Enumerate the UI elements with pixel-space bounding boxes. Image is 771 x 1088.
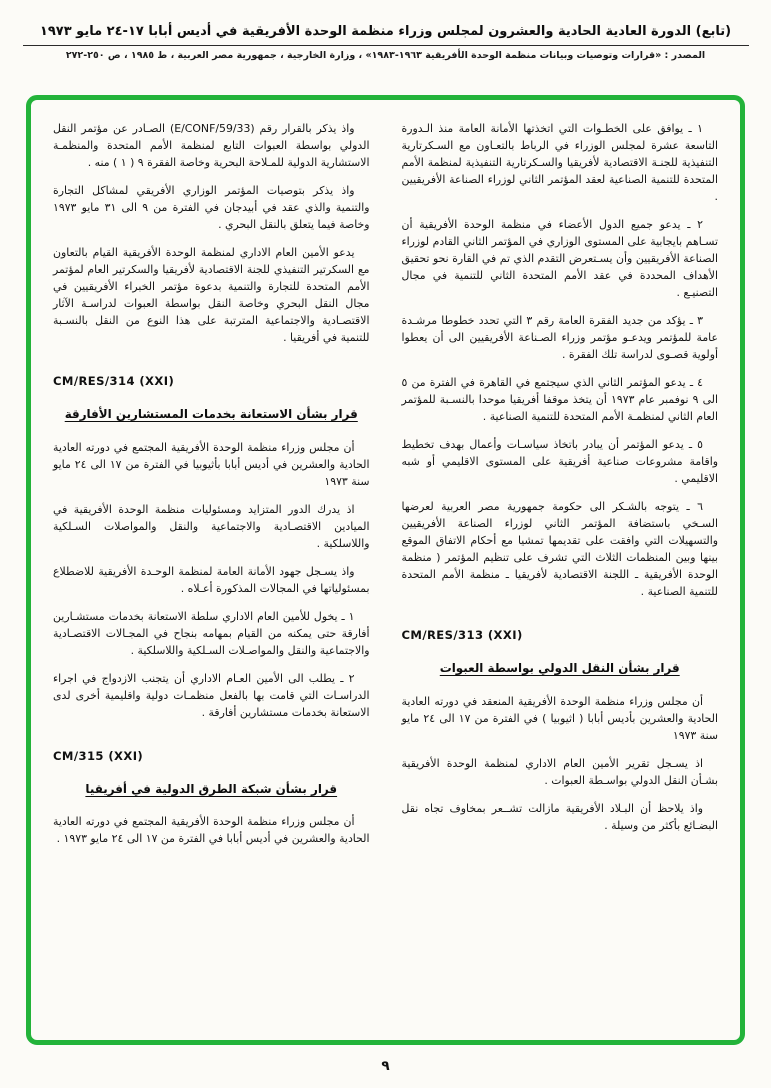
header-title: (تابع) الدورة العادية الحادية والعشرون لمجلس وزراء منظمة الوحدة الأفريقية في أديس أبابا ١٧-٢٤ مايو ١٩٧٣ — [39, 24, 732, 39]
resolution-code: CM/RES/313 (XXI) — [401, 628, 523, 642]
paragraph: ٤ ـ يدعو المؤتمر الثاني الذي سيجتمع في القاهرة في الفترة من ٥ الى ٩ نوفمبر عام ١٩٧٣ أن يتخذ موقفا أفريقيا موحدا بالنسـبة للمؤتمر العام الثاني لمنظمـة الأمم المتحدة للتنمية الصناعية . — [401, 376, 719, 423]
paragraph: ٥ ـ يدعو المؤتمر أن يبادر باتخاذ سياسـات وأعمال بهدف تخطيط واقامة مشروعات صناعية أفريقية على المستوى الاقليمي أو شبه الاقليمي . — [401, 438, 718, 485]
paragraph: ٦ ـ يتوجه بالشـكر الى حكومة جمهورية مصر العربية لعرضها السـخي باستضافة المؤتمر الثاني لوزراء الصناعة الأفريقيين والتسهيلات التي وافقت على تقديمها تمشيا مع أحكام الاتفاق الموقع بينها وبين المنظمات الثلاث التي تشرف على تنظيم المؤتمر ( منظمة الوحدة الأفريقية ـ اللجنة الاقتصادية لأفريقيا ـ منظمة الأمم المتحدة للتنمية الصناعية . — [401, 500, 718, 598]
paragraph: يدعو الأمين العام الاداري لمنظمة الوحدة الأفريقية القيام بالتعاون مع السكرتير التنفيذي للجنة الاقتصادية لأفريقيا والسكرتير العام لمؤتمر الأمم المتحدة للتجارة والتنمية بدعوة مؤتمر الخبراء الأفريقيين في مجال النقل البحري وخاصة النقل بواسطة العبوات لدراسـة الآثار الاقتصـادية والاجتماعية المترتبة على هذا النوع من النقل بالنسـبة للتنمية في أفريقيا . — [53, 246, 370, 344]
paragraph: اذ يسـجل تقرير الأمين العام الاداري لمنظمة الوحدة الأفريقية بشـأن النقل الدولي بواسـطة العبوات . — [401, 756, 718, 787]
paragraph: واذ يذكر بالقرار رقم (E/CONF/59/33) الصـادر عن مؤتمر النقل الدولي بواسطة العبوات التابع لمنظمة الأمم المتحدة والمنظمـة الاستشارية الدولية للمـلاحة البحرية وخاصة الفقرة ٩ ( ١ ) منه . — [53, 122, 370, 169]
resolution-title: قرار بشأن شبكة الطرق الدولية في أفريقيا — [85, 781, 338, 796]
paragraph: واذ يذكر بتوصيات المؤتمر الوزاري الأفريقي لمشاكل التجارة والتنمية والذي عقد في أبيدجان في الفترة من ٩ الى ٣١ مايو ١٩٧٣ وخاصة فيما يتعلق بالنقل البحري . — [53, 184, 370, 231]
paragraph: ١ ـ يوافق على الخطـوات التي اتخذتها الأمانة العامة منذ الـدورة التاسعة عشرة لمجلس الوزراء في الرباط بالتعـاون مع السـكرتارية التنفيذية للجنـة الاقتصادية لأفريقيا والسـكرتارية التنفيذية لمنظمة الأمم المتحدة للتنمية الصناعية لعقد المؤتمر الثاني لوزراء الصناعة الأفريقيين . — [401, 122, 718, 203]
page-number: ٩ — [381, 1058, 390, 1074]
resolution-title: قرار بشأن النقل الدولي بواسطة العبوات — [439, 661, 680, 676]
paragraph: أن مجلس وزراء منظمة الوحدة الأفريقية المجتمع في دورته العادية الحادية والعشرين في أديس أبابا في الفترة من ١٧ الى ٢٤ مايو ١٩٧٣ . — [53, 815, 370, 846]
column-left — [53, 120, 370, 1028]
paragraph: ٢ ـ يدعو جميع الدول الأعضاء في منظمة الوحدة الأفريقية أن تسـاهم بايجابية على المستوى الوزاري في المؤتمر الثاني القادم لوزراء الصناعة الأفريقيين وأن يسـتعرض التقدم الذي تم في القارة نحو تحقيق الأهداف المحددة في عقد الأمم المتحدة الثاني للتنمية في مجال التصنيـع . — [401, 218, 718, 299]
column-right — [402, 120, 719, 1028]
paragraph: اذ يدرك الدور المتزايد ومسئوليات منظمة الوحدة الأفريقية في الميادين الاقتصـادية والاجتماعية والنقل والمواصلات السـلكية واللاسلكية . — [53, 502, 370, 550]
paragraph: واذ يلاحظ أن البـلاد الأفريقية مازالت تشــعر بمخاوف تجاه نقل البضـائع بأكثر من وسيلة . — [401, 801, 718, 832]
paragraph: ٢ ـ يطلب الى الأمين العـام الاداري أن يتجنب الازدواج في اجراء الدراسـات التي قامت بها بالفعل منظمـات دولية واقليمية أخرى لدى الاستعانة بخدمات مستشارين أفارقة . — [53, 671, 370, 719]
resolution-title: قرار بشأن الاستعانة بخدمات المستشارين الأفارقة — [64, 407, 358, 422]
content-frame — [26, 95, 745, 1045]
paragraph: واذ يسـجل جهود الأمانة العامة لمنظمة الوحـدة الأفريقية للاضطلاع بمسئولياتها في المجالات المذكورة أعـلاه . — [53, 564, 370, 595]
two-column-layout — [53, 120, 718, 1028]
header-divider — [23, 45, 749, 46]
paragraph: أن مجلس وزراء منظمة الوحدة الأفريقية المنعقد في دورته العادية الحادية والعشرين بأديس أبابا ( اثيوبيا ) في الفترة من ١٧ الى ٢٤ مايو سنة ١٩٧٣ — [401, 694, 718, 742]
resolution-code: CM/315 (XXI) — [53, 748, 144, 763]
paragraph: ٣ ـ يؤكد من جديد الفقرة العامة رقم ٣ التي تحدد خطوطا مرشـدة عامة للمؤتمر ويدعـو مؤتمر وزراء الصـناعة الأفريقيين الى أن يعطوا أولوية قصـوى لدراسة تلك الفقرة . — [401, 314, 718, 361]
paragraph: أن مجلس وزراء منظمة الوحدة الأفريقية المجتمع في دورته العادية الحادية والعشرين في أديس أبابا بأثيوبيا في الفترة من ١٧ الى ٢٤ مايو سنة ١٩٧٣ — [53, 440, 370, 488]
resolution-code: CM/RES/314 (XXI) — [53, 374, 175, 388]
paragraph: ١ ـ يخول للأمين العام الاداري سلطة الاستعانة بخدمات مستشـارين أفارقة حتى يمكنه من القيام بمهامه بنجاح في المجـالات الاقتصـادية والاجتماعية والنقل والمواصـلات السـلكية واللاسلكية . — [53, 609, 370, 657]
page-footer — [0, 1055, 771, 1074]
page-header — [0, 24, 771, 61]
header-source: المصدر : «قرارات وتوصيات وبيانات منظمة الوحدة الأفريقية ١٩٦٣-١٩٨٣» ، وزارة الخارجية ، جمهورية مصر العربية ، ط ١٩٨٥ ، ص ٢٥٠-٢٧٢ — [65, 50, 706, 61]
